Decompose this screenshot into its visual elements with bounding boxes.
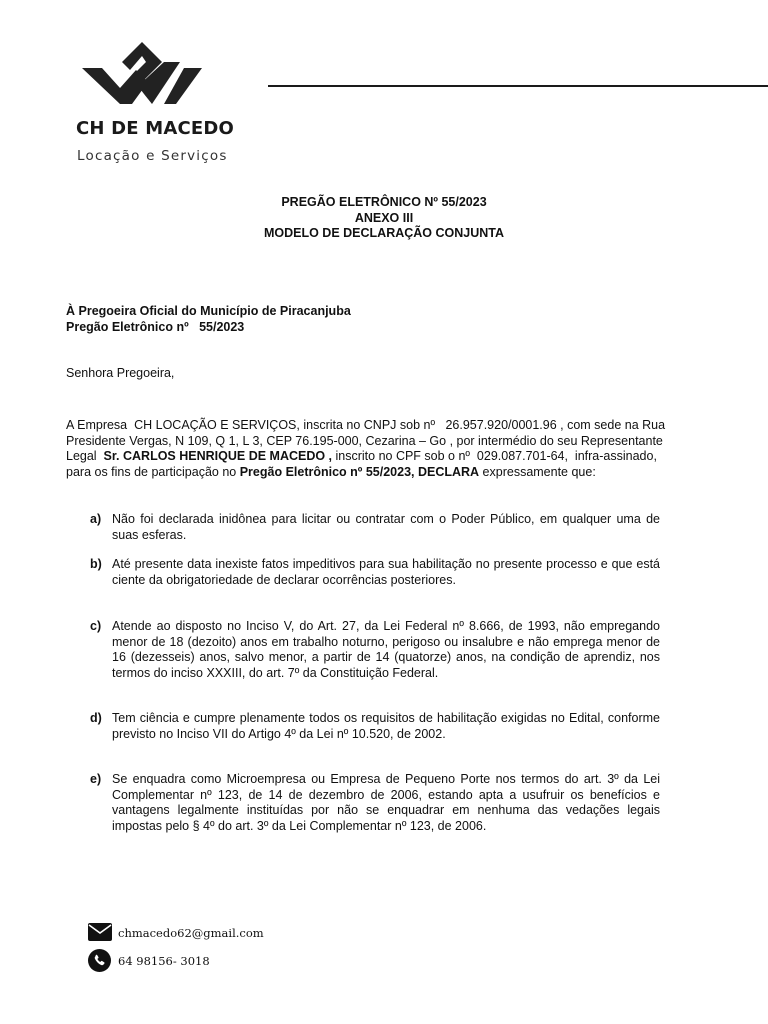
addressee-line-1: À Pregoeira Oficial do Município de Piracanjuba	[66, 304, 351, 318]
company-logo	[82, 42, 202, 112]
phone-text: 64 98156- 3018	[118, 954, 210, 968]
declaration-item-d	[90, 711, 660, 742]
item-text: Não foi declarada inidônea para licitar ou contratar com o Poder Público, em qualquer uma de suas esferas.	[112, 512, 660, 542]
pregao-declara: Pregão Eletrônico nº 55/2023, DECLARA	[239, 464, 480, 479]
declaration-item-a	[90, 512, 660, 543]
addressee	[66, 303, 351, 335]
company-tagline: Locação e Serviços	[77, 148, 228, 164]
item-text: Até presente data inexiste fatos impeditivos para sua habilitação no presente processo e que está ciente da obrigatoriedade de declarar ocorrências posteriores.	[112, 557, 660, 587]
item-letter: c)	[90, 619, 102, 633]
item-text: Tem ciência e cumpre plenamente todos os requisitos de habilitação exigidas no Edital, conforme previsto no Inciso VII do Artigo 4º da Lei nº 10.520, de 2002.	[112, 711, 660, 741]
company-name: CH DE MACEDO	[76, 118, 235, 139]
header-divider	[268, 85, 768, 87]
intro-part-1: A Empresa CH LOCAÇÃO E SERVIÇOS, inscrita no CNPJ sob nº 26.957.920/0001.96 , com sede na Rua Presidente Vergas, N 109, Q 1, L 3, CEP 76.195-000, Cezarina – Go , por intermédio do seu Representante Legal	[66, 418, 669, 463]
email-text: chmacedo62@gmail.com	[118, 926, 264, 940]
declaration-item-b	[90, 557, 660, 588]
addressee-line-2: Pregão Eletrônico nº 55/2023	[66, 320, 245, 334]
envelope-icon	[88, 923, 112, 941]
declaration-item-e	[90, 772, 660, 834]
item-letter: a)	[90, 512, 102, 526]
item-text: Atende ao disposto no Inciso V, do Art. 27, da Lei Federal nº 8.666, de 1993, não empregando menor de 18 (dezoito) anos em trabalho noturno, perigoso ou insalubre e não emprega menor de 16 (dezesseis) anos, salvo menor, a partir de 14 (quatorze) anos, na condição de aprendiz, nos termos do inciso XXXIII, do art. 7º da Constituição Federal.	[112, 619, 660, 680]
title-line-2: ANEXO III	[354, 210, 414, 225]
representative-name: Sr. CARLOS HENRIQUE DE MACEDO ,	[103, 449, 333, 463]
document-title	[0, 195, 768, 242]
item-letter: e)	[90, 772, 102, 786]
intro-part-2: inscrito no CPF sob o nº 029.087.701-64, infra-assinado, para os fins de participação no	[66, 449, 661, 479]
title-line-1: PREGÃO ELETRÔNICO Nº 55/2023	[281, 195, 487, 209]
declaration-item-c	[90, 619, 660, 681]
intro-paragraph	[66, 418, 668, 480]
intro-part-3: expressamente que:	[479, 464, 596, 479]
item-text: Se enquadra como Microempresa ou Empresa de Pequeno Porte nos termos do art. 3º da Lei Complementar nº 123, de 14 de dezembro de 2006, estando apta a usufruir os benefícios e vantagens legalmente instituídas por não se enquadrar em nenhuma das vedações legais impostas pelo § 4º do art. 3º da Lei Complementar nº 123, de 2006.	[112, 772, 660, 833]
title-line-3: MODELO DE DECLARAÇÃO CONJUNTA	[263, 226, 505, 240]
phone-icon	[88, 949, 111, 972]
item-letter: b)	[90, 557, 102, 571]
salutation: Senhora Pregoeira,	[66, 366, 175, 380]
item-letter: d)	[90, 711, 102, 725]
